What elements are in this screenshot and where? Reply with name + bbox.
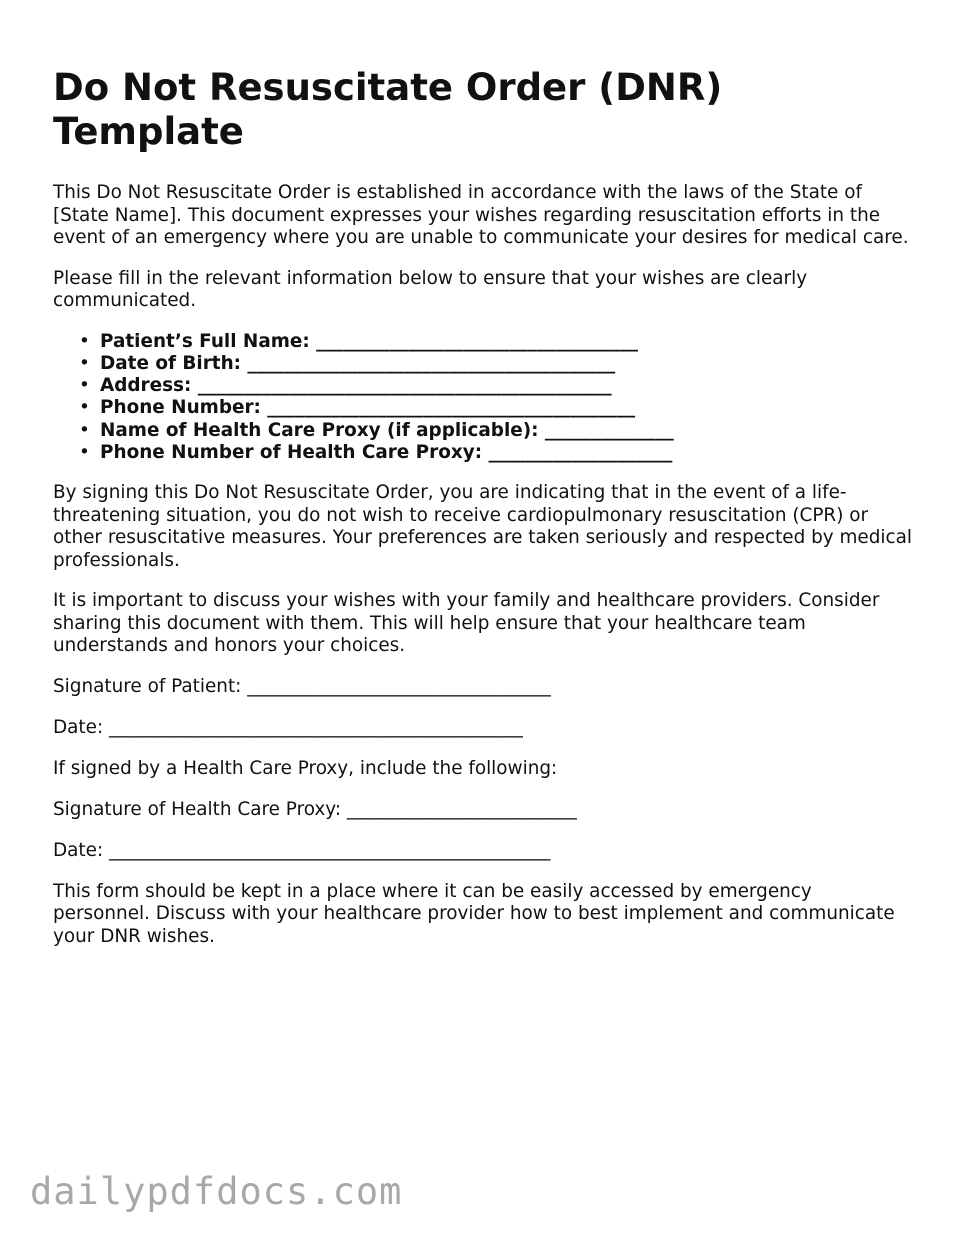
patient-signature-line: Signature of Patient: _________________________________: [53, 675, 551, 697]
statement-paragraph: By signing this Do Not Resuscitate Order, you are indicating that in the event of a life-threatening situation, you do not wish to receive cardiopulmonary resuscitation (CPR) or other resuscitative measures. Your preferences are taken seriously and respected by medical professionals.: [53, 482, 913, 571]
field-label: Name of Health Care Proxy (if applicable): ______________: [100, 419, 674, 441]
bullet-icon: •: [79, 375, 90, 397]
field-label: Patient’s Full Name: ___________________________________: [100, 330, 638, 352]
closing-paragraph: This form should be kept in a place where it can be easily accessed by emergency personnel. Discuss with your healthcare provider how to best implement and communicate your DNR wishes.: [53, 880, 895, 947]
proxy-signature-line: Signature of Health Care Proxy: _________________________: [53, 798, 577, 820]
bullet-icon: •: [79, 441, 90, 463]
page-title: Do Not Resuscitate Order (DNR) Template: [53, 66, 723, 153]
proxy-note: If signed by a Health Care Proxy, include the following:: [53, 757, 558, 779]
field-label: Phone Number: ________________________________________: [100, 397, 636, 419]
field-label: Date of Birth: ________________________________________: [100, 352, 616, 374]
field-label: Phone Number of Health Care Proxy: ____________________: [100, 441, 673, 463]
proxy-date-line: Date: ________________________________________________: [53, 839, 551, 861]
patient-date-line: Date: _____________________________________________: [53, 716, 523, 738]
bullet-icon: •: [79, 397, 90, 419]
document-page: [53, 66, 913, 966]
field-label: Address: _____________________________________________: [100, 375, 612, 397]
watermark: dailypdfdocs.com: [30, 1170, 403, 1213]
bullet-icon: •: [79, 352, 90, 374]
instructions-paragraph: Please fill in the relevant information below to ensure that your wishes are clearly communicated.: [53, 267, 808, 311]
field-proxy-phone: [79, 441, 913, 464]
field-address: [79, 375, 913, 397]
bullet-icon: •: [79, 330, 90, 352]
bullet-icon: •: [79, 419, 90, 441]
patient-info-list: [53, 331, 913, 465]
discussion-paragraph: It is important to discuss your wishes with your family and healthcare providers. Consider sharing this document with them. This will help ensure that your healthcare team understands and honors your choices.: [53, 590, 880, 657]
field-date-of-birth: [79, 352, 913, 375]
intro-paragraph: This Do Not Resuscitate Order is established in accordance with the laws of the State of [State Name]. This document expresses your wishes regarding resuscitation efforts in the event of an emergency where you are unable to communicate your desires for medical care.: [53, 182, 909, 248]
field-patient-full-name: [79, 330, 913, 353]
field-proxy-name: [79, 419, 913, 442]
field-phone-number: [79, 397, 913, 419]
